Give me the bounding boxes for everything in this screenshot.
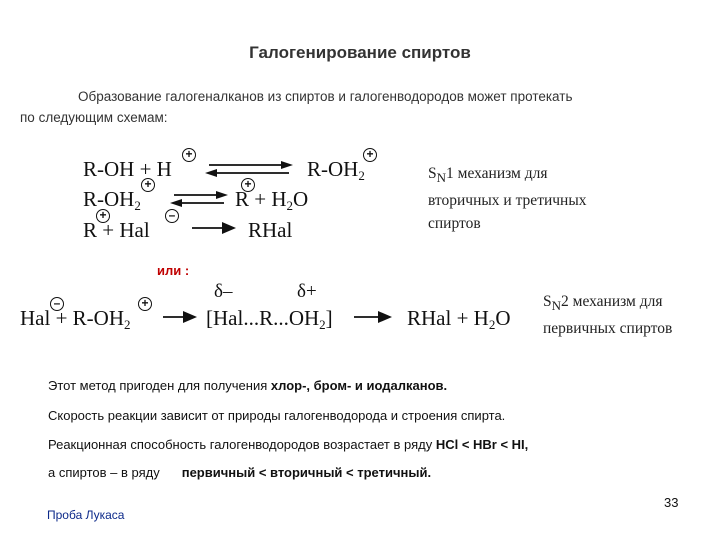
equilibrium-arrow-icon <box>170 190 230 210</box>
page-title: Галогенирование спиртов <box>249 43 471 62</box>
sn1-row3-left: R + Hal <box>83 218 150 242</box>
transition-state: $[Hal...R...OH_2]$ <box>206 306 333 332</box>
reaction-arrow-icon <box>352 310 398 324</box>
sn1-row2-right: $R + H_2O$ <box>235 187 309 213</box>
plus-charge-icon: + <box>241 178 255 192</box>
reaction-arrow-icon <box>190 221 240 235</box>
intro-line-1: Образование галогеналканов из спиртов и галогенводородов может протекать <box>78 89 573 104</box>
minus-charge-icon: – <box>165 209 179 223</box>
sn2-mechanism-label: $S_N2$ механизм для первичных спиртов <box>543 293 673 337</box>
plus-charge-icon: + <box>96 209 110 223</box>
note-reactivity-halides: Реакционная способность галогенводородов возрастает в ряду HCl < HBr < HI, <box>48 437 529 452</box>
plus-charge-icon: + <box>141 178 155 192</box>
minus-charge-icon: – <box>50 297 64 311</box>
note-reactivity-alcohols: а спиртов – в ряду первичный < вторичный < третичный. <box>48 465 432 480</box>
page-number: 33 <box>664 495 679 510</box>
plus-charge-icon: + <box>363 148 377 162</box>
sn1-row2-left: $R-OH_2$ <box>83 187 141 213</box>
delta-minus-label: δ– <box>214 281 233 302</box>
plus-charge-icon: + <box>138 297 152 311</box>
note-method: Этот метод пригоден для получения хлор-, бром- и иодалканов. <box>48 378 448 393</box>
or-label: или : <box>157 263 190 278</box>
sn1-row1-right: $R-OH_2$ <box>307 157 365 183</box>
intro-line-2: по следующим схемам: <box>20 110 168 125</box>
sn1-row1-left: R-OH + H <box>83 157 172 181</box>
reaction-arrow-icon <box>161 310 201 324</box>
footer-label: Проба Лукаса <box>47 508 125 522</box>
sn1-row3-right: RHal <box>248 218 293 242</box>
sn1-mechanism-label: $S_N1$ механизм для вторичных и третичных спиртов <box>428 165 587 232</box>
sn2-reactants: Hal + $R-OH_2$ <box>20 306 131 332</box>
note-rate: Скорость реакции зависит от природы галогенводорода и строения спирта. <box>48 408 506 423</box>
plus-charge-icon: + <box>182 148 196 162</box>
sn2-products: RHal + $H_2O$ <box>407 306 511 332</box>
delta-plus-label: δ+ <box>297 281 317 302</box>
intro-paragraph <box>20 86 700 128</box>
